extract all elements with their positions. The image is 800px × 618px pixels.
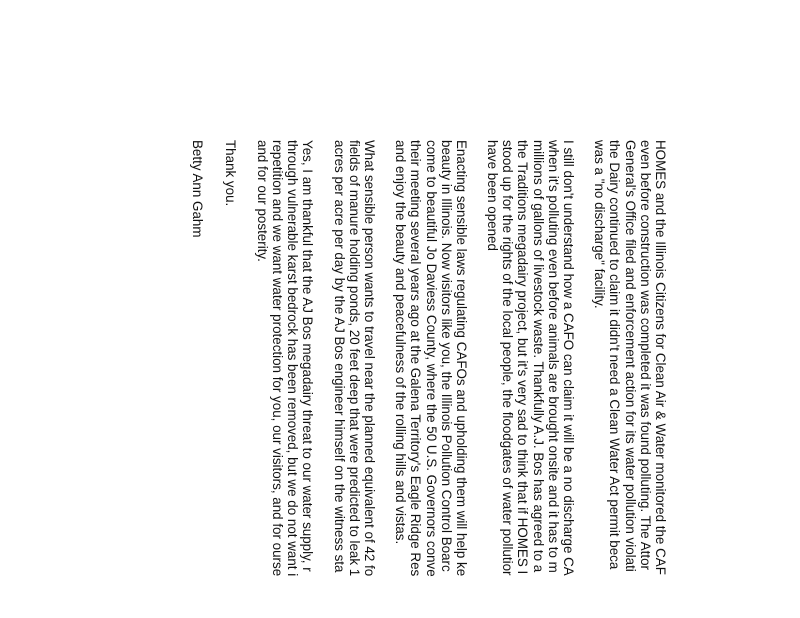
text-line: when it's polluting even before animals are brought onsite and it has to m <box>545 140 561 573</box>
text-line: the Dairy continued to claim it didn't need a Clean Water Act permit beca <box>607 140 623 570</box>
text-line: the Traditions megadairy project, but it's very sad to think that if HOMES I <box>515 140 531 575</box>
text-line: millions of gallons of livestock waste. Thankfully A.J. Bos has agreed to a <box>530 140 546 573</box>
text-line: General's Office filed and enforcement action for its water pollution violati <box>622 140 638 572</box>
paragraph-3 <box>393 140 469 618</box>
text-line: Enacting sensible laws regulating CAFOs and upholding them will help ke <box>453 140 469 577</box>
paragraph-5 <box>255 140 316 618</box>
text-line: have been opened <box>485 140 501 251</box>
text-line: fields of manure holding ponds, 20 feet deep that were predicted to leak 1 <box>346 140 362 577</box>
text-line: I still don't understand how a CAFO can claim it will be a no discharge CA <box>561 140 577 576</box>
rotated-letter-body <box>190 140 668 618</box>
text-line: beauty in Illinois. Now visitors like you, the Illinois Pollution Control Boarc <box>438 140 454 572</box>
text-line: What sensible person wants to travel near the planned equivalent of 42 fo <box>362 140 377 577</box>
text-line: their meeting several years ago at the Galena Territory's Eagle Ridge Res <box>408 140 424 577</box>
text-line: repetition and we want water protection for you, our visitors, and for ourse <box>270 140 286 577</box>
paragraph-1 <box>592 140 668 618</box>
text-line: come to beautiful Jo Daviess County, where the 50 U.S. Governors conve <box>423 140 439 577</box>
closing-text: Thank you. <box>222 140 238 207</box>
text-line: and enjoy the beauty and peacefulness of the rolling hills and vistas. <box>393 140 409 545</box>
text-line: acres per acre per day by the AJ Bos engineer himself on the witness sta <box>331 140 347 573</box>
text-line: through vulnerable karst bedrock has been removed, but we do not want i <box>285 140 301 577</box>
text-line: HOMES and the Illinois Citizens for Clean Air & Water monitored the CAF <box>653 140 668 575</box>
text-line: stood up for the rights of the local people, the floodgates of water pollutior <box>500 140 516 576</box>
text-line: and for our posterity. <box>254 140 270 262</box>
paragraph-2 <box>485 140 576 618</box>
text-line: Yes, I am thankful that the AJ Bos megadairy threat to our water supply, r <box>300 140 316 572</box>
signature-name: Betty Ann Gahm <box>190 140 206 238</box>
paragraph-4 <box>331 140 377 618</box>
text-line: even before construction was completed it was found polluting. The Attor <box>637 140 653 570</box>
text-line: was a "no discharge" facility. <box>592 140 608 309</box>
